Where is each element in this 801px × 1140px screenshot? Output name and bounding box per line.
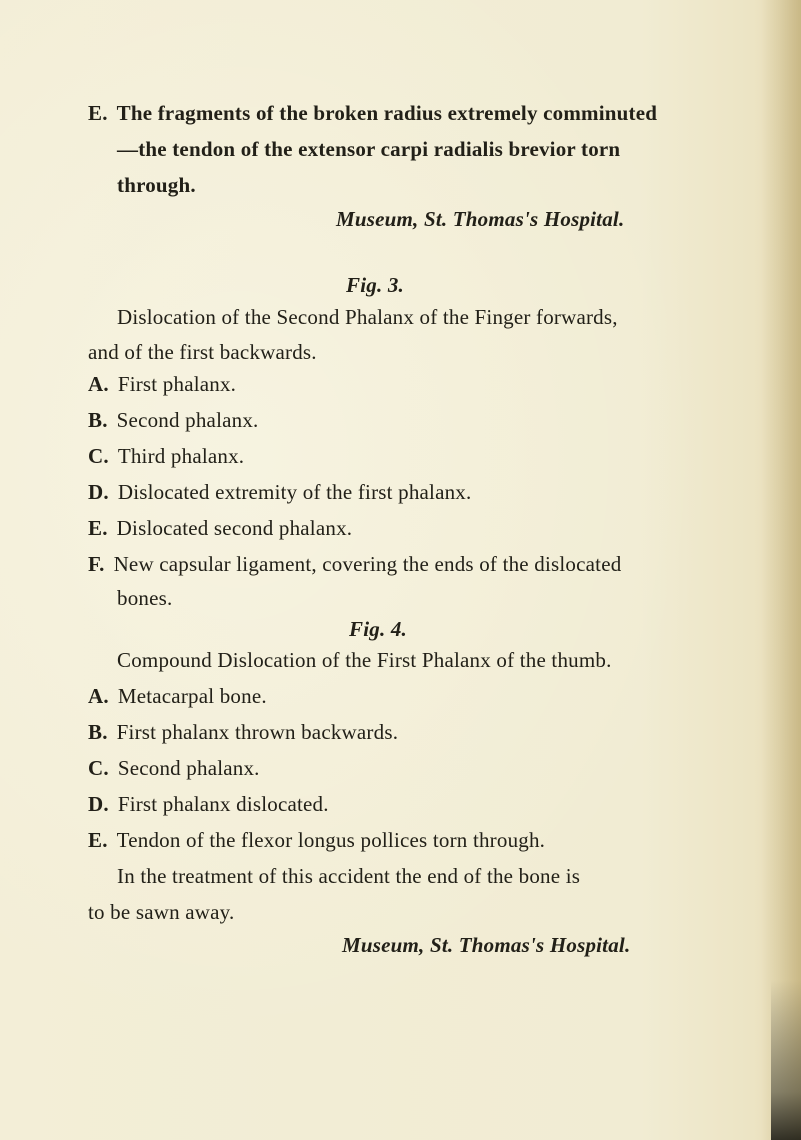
fig4-item-e: [88, 827, 545, 853]
item-label: B.: [88, 408, 108, 432]
item-text: Tendon of the flexor longus pollices torn through.: [116, 828, 546, 852]
fig4-item-d: [88, 791, 329, 817]
fig4-heading: Fig. 4.: [349, 617, 407, 641]
page-corner-shadow: [771, 980, 801, 1140]
fig3-title-line-2: and of the first backwards.: [88, 340, 317, 364]
fig4-item-c: [88, 755, 260, 781]
fig3-item-e: [88, 515, 352, 541]
item-label: F.: [88, 552, 105, 576]
item-e-line-2: —the tendon of the extensor carpi radialis brevior torn: [117, 137, 621, 161]
item-label: B.: [88, 720, 108, 744]
fig3-item-c: [88, 443, 244, 469]
item-text: Metacarpal bone.: [117, 684, 267, 708]
fig3-item-f: [88, 551, 621, 577]
item-text: First phalanx thrown backwards.: [116, 720, 399, 744]
treatment-line-2: to be sawn away.: [88, 900, 235, 924]
fig3-title-line-1: Dislocation of the Second Phalanx of the Finger forwards,: [117, 305, 618, 329]
item-e-line-3: through.: [117, 173, 196, 197]
fig3-item-a: [88, 371, 236, 397]
fig3-item-b: [88, 407, 258, 433]
item-label: A.: [88, 372, 109, 396]
item-label: D.: [88, 480, 109, 504]
item-label: E.: [88, 516, 108, 540]
treatment-line-1: In the treatment of this accident the end of the bone is: [117, 864, 581, 888]
fig3-item-f-continuation: bones.: [117, 586, 173, 610]
item-label: D.: [88, 792, 109, 816]
fig3-item-d: [88, 479, 471, 505]
item-text: First phalanx.: [117, 372, 237, 396]
item-text: Second phalanx.: [116, 408, 259, 432]
fig4-item-b: [88, 719, 398, 745]
museum-reference: Museum, St. Thomas's Hospital.: [336, 207, 625, 231]
item-text: Second phalanx.: [117, 756, 260, 780]
item-label: C.: [88, 756, 109, 780]
item-text: Dislocated second phalanx.: [116, 516, 353, 540]
item-text: Third phalanx.: [117, 444, 245, 468]
fig4-item-a: [88, 683, 267, 709]
item-text: New capsular ligament, covering the ends of the dislocated: [113, 552, 622, 576]
item-text: First phalanx dislocated.: [117, 792, 329, 816]
fig3-heading: Fig. 3.: [346, 273, 404, 297]
item-e-line-1: [88, 100, 657, 126]
item-label: E.: [88, 828, 108, 852]
page-edge-shading: [761, 0, 801, 1140]
item-label: A.: [88, 684, 109, 708]
fig4-title: Compound Dislocation of the First Phalanx of the thumb.: [117, 648, 612, 672]
item-label: C.: [88, 444, 109, 468]
item-e-label: E.: [88, 101, 108, 125]
item-text: Dislocated extremity of the first phalanx.: [117, 480, 472, 504]
museum-reference: Museum, St. Thomas's Hospital.: [342, 933, 631, 957]
item-e-text: The fragments of the broken radius extremely comminuted: [116, 101, 658, 125]
